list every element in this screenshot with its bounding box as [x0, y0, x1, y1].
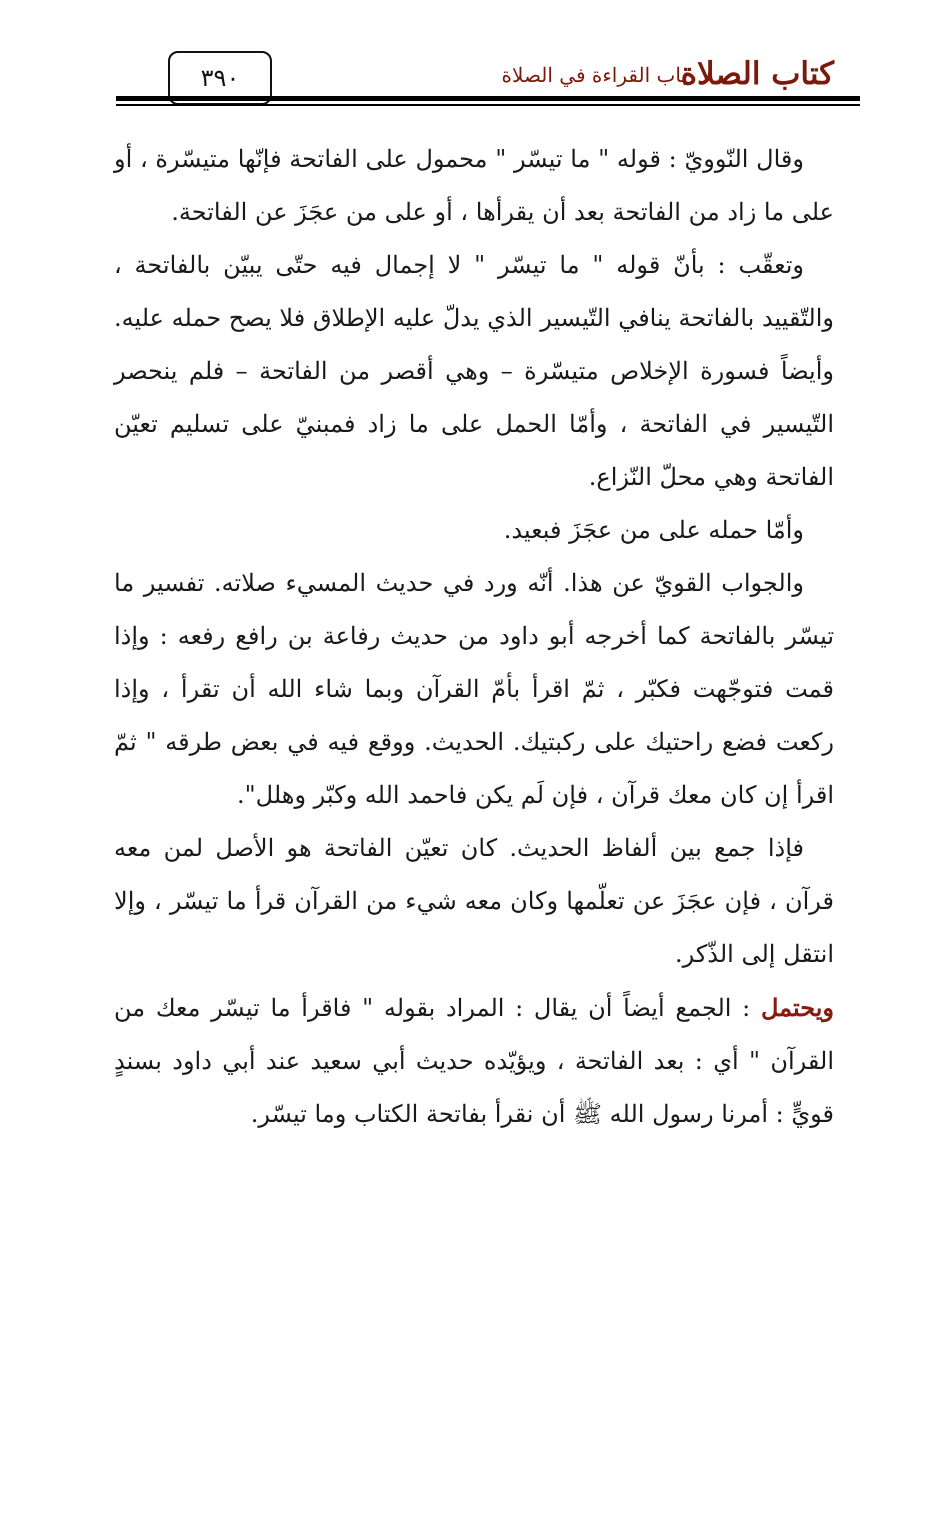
paragraph-reconcile: فإذا جمع بين ألفاظ الحديث. كان تعيّن الفاتحة هو الأصل لمن معه قرآن ، فإن عجَزَ عن تعلّمها وكان معه شيء من القرآن قرأ ما تيسّر ، وإلا انتقل إلى الذّكر. [114, 834, 834, 968]
paragraph-possibility [114, 981, 834, 1141]
header-rule-thick [116, 96, 860, 101]
page-body [114, 133, 834, 1141]
book-title: كتاب الصلاة [680, 56, 834, 92]
paragraph-inability: وأمّا حمله على من عجَزَ فبعيد. [503, 516, 804, 544]
paragraph-nawawi: وقال النّوويّ : قوله " ما تيسّر " محمول على الفاتحة فإنّها متيسّرة ، أو على ما زاد من الفاتحة بعد أن يقرأها ، أو على من عجَزَ عن الفاتحة. [114, 145, 834, 226]
page-number: ٣٩٠ [168, 51, 272, 105]
header-rule-thin [116, 104, 860, 106]
chapter-title: باب القراءة في الصلاة [501, 63, 687, 87]
paragraph-answer: والجواب القويّ عن هذا. أنّه ورد في حديث المسيء صلاته. تفسير ما تيسّر بالفاتحة كما أخرجه أبو داود من حديث رفاعة بن رافع رفعه : وإذا قمت فتوجّهت فكبّر ، ثمّ اقرأ بأمّ القرآن وبما شاء الله أن تقرأ ، وإذا ركعت فضع راحتيك على ركبتيك. الحديث. ووقع فيه في بعض طرقه " ثمّ اقرأ إن كان معك قرآن ، فإن لَم يكن فاحمد الله وكبّر وهلل". [114, 569, 835, 809]
highlighted-term: ويحتمل [760, 993, 834, 1022]
paragraph-objection: وتعقّب : بأنّ قوله " ما تيسّر " لا إجمال فيه حتّى يبيّن بالفاتحة ، والتّقييد بالفاتحة ينافي التّيسير الذي يدلّ عليه الإطلاق فلا يصح حمله عليه. وأيضاً فسورة الإخلاص متيسّرة – وهي أقصر من الفاتحة – فلم ينحصر التّيسير في الفاتحة ، وأمّا الحمل على ما زاد فمبنيّ على تسليم تعيّن الفاتحة وهي محلّ النّزاع. [114, 251, 834, 491]
paragraph-possibility-text: : الجمع أيضاً أن يقال : المراد بقوله " فاقرأ ما تيسّر معك من القرآن " أي : بعد الفاتحة ، ويؤيّده حديث أبي سعيد عند أبي داود بسندٍ قويٍّ : أمرنا رسول الله ﷺ أن نقرأ بفاتحة الكتاب وما تيسّر. [114, 994, 834, 1128]
